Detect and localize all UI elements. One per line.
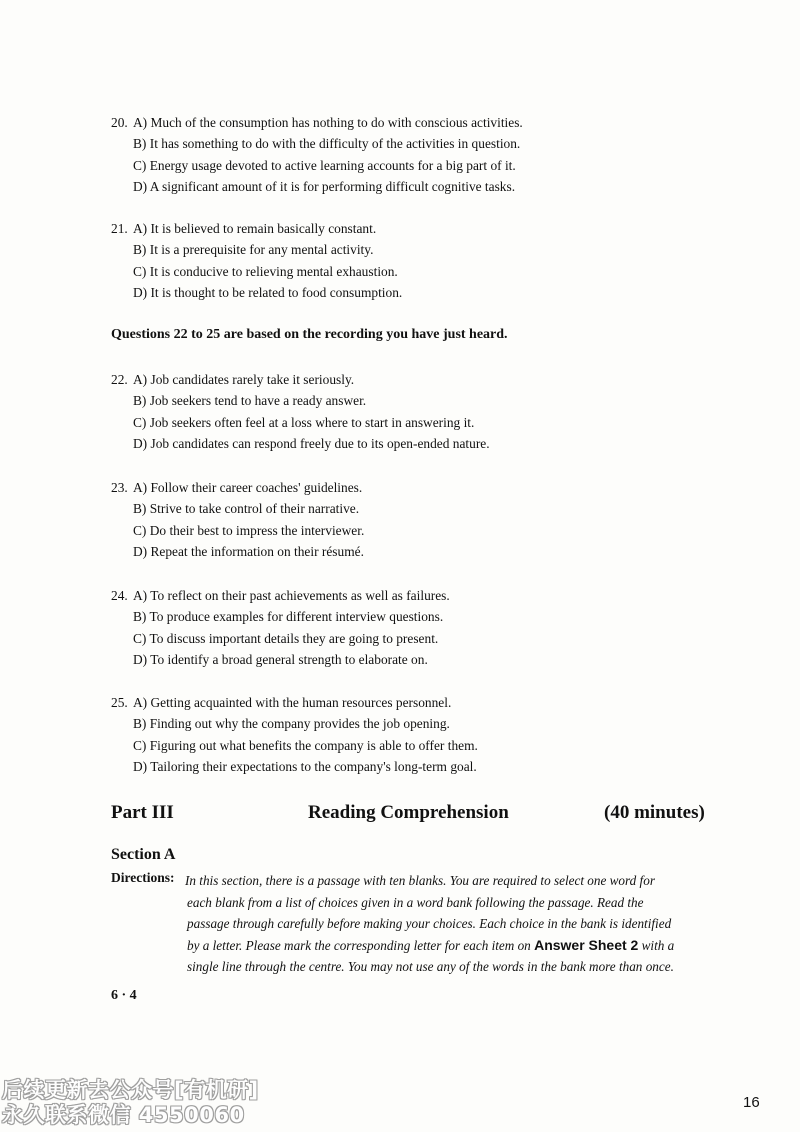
question-number: 23. bbox=[111, 480, 128, 495]
directions-label: Directions: bbox=[111, 870, 175, 885]
question-22-option-d: D) Job candidates can respond freely due to its open-ended nature. bbox=[133, 435, 490, 451]
question-20-option-c: C) Energy usage devoted to active learning accounts for a big part of it. bbox=[133, 157, 516, 173]
recording-heading: Questions 22 to 25 are based on the recording you have just heard. bbox=[111, 327, 508, 342]
question-23-option-d: D) Repeat the information on their résumé. bbox=[133, 543, 364, 559]
answer-sheet-reference: Answer Sheet 2 bbox=[534, 936, 639, 953]
question-22-option-a: 22. A) Job candidates rarely take it seriously. bbox=[111, 369, 711, 390]
question-21-option-c: C) It is conducive to relieving mental exhaustion. bbox=[133, 263, 398, 279]
question-20 bbox=[111, 112, 711, 197]
question-number: 25. bbox=[111, 695, 128, 710]
question-20-option-b: B) It has something to do with the difficulty of the activities in question. bbox=[133, 136, 521, 152]
question-20-option-d: D) A significant amount of it is for performing difficult cognitive tasks. bbox=[133, 178, 516, 194]
question-24-option-c: C) To discuss important details they are going to present. bbox=[133, 630, 439, 646]
watermark-line-1: 后续更新去公众号[有机研] bbox=[2, 1078, 259, 1102]
section-title: Section A bbox=[111, 846, 176, 863]
question-23-option-c: C) Do their best to impress the interviewer. bbox=[133, 522, 365, 538]
question-22-option-b: B) Job seekers tend to have a ready answer. bbox=[133, 393, 367, 409]
question-23 bbox=[111, 477, 711, 562]
question-23-option-a: 23. A) Follow their career coaches' guidelines. bbox=[111, 477, 711, 498]
question-24-option-a: 24. A) To reflect on their past achievements as well as failures. bbox=[111, 585, 711, 606]
part-time: (40 minutes) bbox=[604, 802, 705, 823]
part-title: Reading Comprehension bbox=[308, 802, 509, 823]
question-22 bbox=[111, 369, 711, 454]
question-24-option-d: D) To identify a broad general strength to elaborate on. bbox=[133, 651, 428, 667]
directions-text bbox=[187, 870, 711, 978]
question-number: 20. bbox=[111, 115, 128, 130]
directions-line-4: by a letter. Please mark the corresponding letter for each item on Answer Sheet 2 with a bbox=[187, 936, 675, 953]
question-21 bbox=[111, 218, 711, 303]
question-21-option-d: D) It is thought to be related to food consumption. bbox=[133, 284, 403, 300]
question-21-option-b: B) It is a prerequisite for any mental activity. bbox=[133, 242, 374, 258]
part-label: Part III bbox=[111, 802, 174, 823]
question-number: 24. bbox=[111, 588, 128, 603]
question-number: 21. bbox=[111, 221, 128, 236]
question-23-option-b: B) Strive to take control of their narrative. bbox=[133, 501, 360, 517]
page-number: 16 bbox=[743, 1094, 760, 1111]
question-22-option-c: C) Job seekers often feel at a loss where to start in answering it. bbox=[133, 414, 475, 430]
question-20-option-a: 20. A) Much of the consumption has nothing to do with conscious activities. bbox=[111, 112, 711, 133]
question-number: 22. bbox=[111, 372, 128, 387]
directions-line-3: passage through carefully before making your choices. Each choice in the bank is identified bbox=[187, 916, 672, 932]
question-21-option-a: 21. A) It is believed to remain basically constant. bbox=[111, 218, 711, 239]
directions-line-1: In this section, there is a passage with ten blanks. You are required to select one word for bbox=[185, 873, 655, 888]
question-24 bbox=[111, 585, 711, 670]
question-25-option-a: 25. A) Getting acquainted with the human resources personnel. bbox=[111, 692, 711, 713]
question-25-option-d: D) Tailoring their expectations to the company's long-term goal. bbox=[133, 758, 477, 774]
page-code: 6 · 4 bbox=[111, 988, 137, 1003]
directions-line-2: each blank from a list of choices given in a word bank following the passage. Read the bbox=[187, 894, 644, 910]
watermark-line-2: 永久联系微信 4550060 bbox=[2, 1103, 245, 1127]
question-25 bbox=[111, 692, 711, 777]
directions-line-5: single line through the centre. You may not use any of the words in the bank more than once. bbox=[187, 959, 674, 975]
watermark bbox=[2, 1078, 259, 1128]
question-24-option-b: B) To produce examples for different interview questions. bbox=[133, 609, 444, 625]
question-25-option-c: C) Figuring out what benefits the company is able to offer them. bbox=[133, 737, 478, 753]
question-25-option-b: B) Finding out why the company provides the job opening. bbox=[133, 716, 450, 732]
